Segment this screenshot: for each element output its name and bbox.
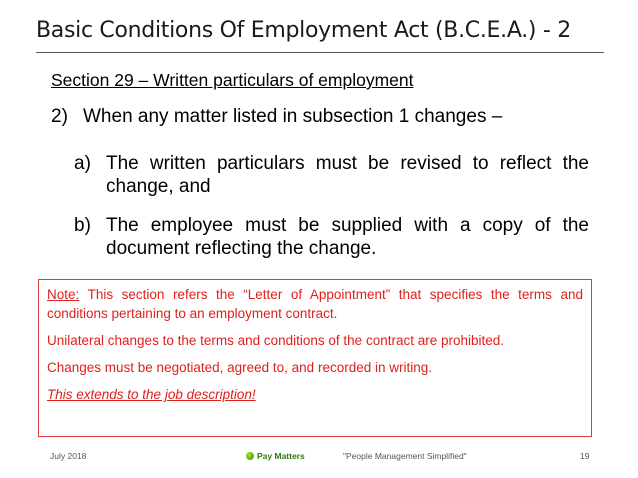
- footer-tagline: "People Management Simplified": [343, 451, 467, 461]
- footer-logo: [246, 451, 305, 461]
- subpoint-letter: a): [74, 153, 91, 174]
- section-heading: Section 29 – Written particulars of employment: [51, 70, 414, 90]
- note-text-1: This section refers the “Letter of Appointment” that specifies the terms and conditions pertaining to an employment contract.: [47, 287, 583, 321]
- slide-title: Basic Conditions Of Employment Act (B.C.E.A.) - 2: [36, 18, 571, 43]
- subpoint-letter: b): [74, 215, 91, 236]
- point-text: When any matter listed in subsection 1 changes –: [83, 106, 503, 127]
- footer-brand: Pay Matters: [257, 451, 305, 461]
- point-2: [51, 106, 611, 128]
- note-label: Note:: [47, 287, 80, 302]
- note-box: [38, 279, 592, 437]
- footer-date: July 2018: [50, 451, 87, 461]
- title-divider: [36, 52, 604, 53]
- subpoint-a: [74, 152, 589, 198]
- note-paragraph-3: Changes must be negotiated, agreed to, and recorded in writing.: [47, 360, 432, 375]
- subpoint-text: The written particulars must be revised to reflect the change, and: [106, 153, 589, 197]
- point-number: 2): [51, 106, 68, 127]
- note-paragraph-1: [47, 285, 583, 323]
- note-paragraph-4: This extends to the job description!: [47, 387, 256, 402]
- footer-page-number: 19: [580, 451, 590, 461]
- subpoint-text: The employee must be supplied with a copy of the document reflecting the change.: [106, 215, 589, 259]
- subpoint-b: [74, 214, 589, 260]
- note-paragraph-2: Unilateral changes to the terms and conditions of the contract are prohibited.: [47, 333, 505, 348]
- green-dot-logo-icon: [246, 452, 254, 460]
